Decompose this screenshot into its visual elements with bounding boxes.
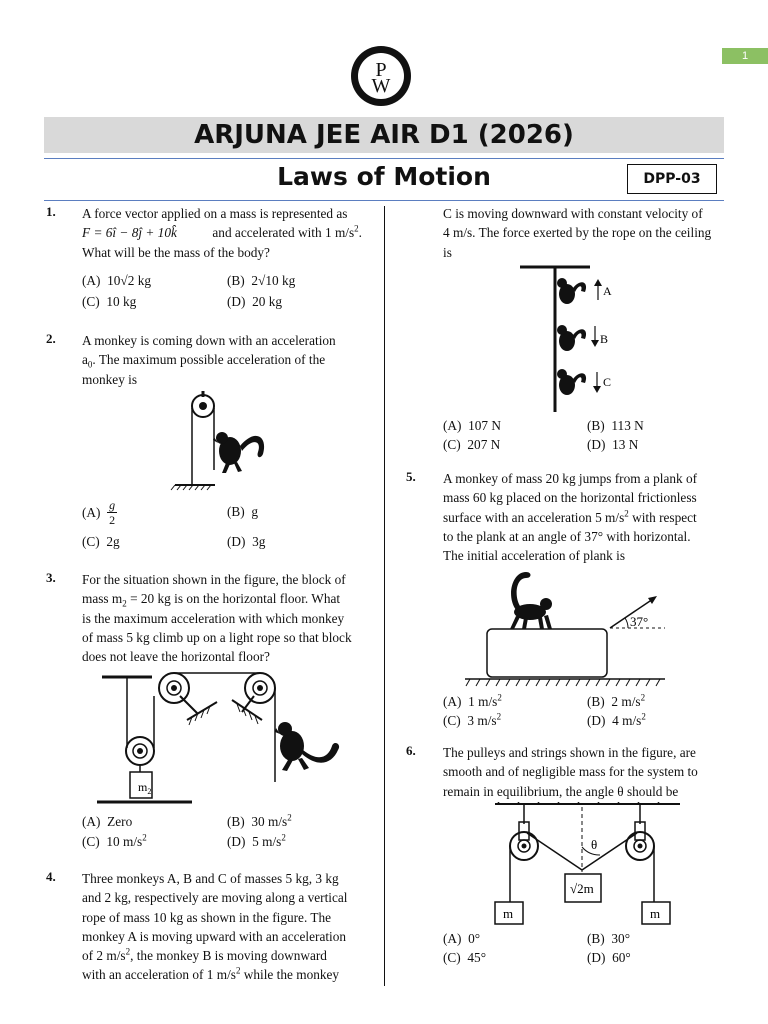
q5-line: The initial acceleration of plank is: [443, 548, 626, 564]
q6-theta-label: θ: [591, 837, 598, 852]
q4-line: and 2 kg, respectively are moving along a vertical: [82, 890, 348, 906]
q4-monkey-a-icon: [557, 278, 586, 304]
q3-option-c[interactable]: (C) 10 $m/s^2$: [82, 832, 147, 849]
q1-number: 1.: [46, 204, 56, 219]
topic-title: Laws of Motion: [277, 162, 491, 191]
q6-option-c[interactable]: (C) 45°: [443, 950, 487, 965]
q4-monkey-c-icon: [557, 369, 586, 395]
q3-line: does not leave the horizontal floor?: [82, 649, 270, 665]
q3-option-a[interactable]: (A) Zero: [82, 814, 133, 829]
q4-figure: [515, 262, 625, 414]
q6-option-a[interactable]: (A) 0°: [443, 931, 481, 946]
q6-line: The pulleys and strings shown in the figure, are: [443, 745, 696, 760]
q5-number: 5.: [406, 469, 416, 484]
header-rule-top: [44, 158, 724, 159]
q4-line: C is moving downward with constant velocity of: [443, 206, 703, 221]
q2-number: 2.: [46, 331, 56, 346]
q5-text: [443, 469, 723, 565]
q6-option-b[interactable]: (B) 30°: [587, 931, 631, 946]
q2-line: monkey is: [82, 371, 138, 387]
q3-number: 3.: [46, 570, 56, 585]
q4-number: 4.: [46, 869, 56, 884]
q5-figure: [460, 566, 670, 690]
q2-figure: [170, 388, 280, 492]
q1-option-d[interactable]: (D) 20 kg: [227, 294, 283, 309]
q3-text: [82, 570, 362, 666]
q1-line: What will be the mass of the body?: [82, 244, 270, 260]
q1-option-c[interactable]: (C) 10 kg: [82, 294, 137, 309]
q6-mass-center: √2m: [570, 881, 594, 896]
q3-line: of mass 5 kg climb up on a light rope so that block: [82, 629, 352, 645]
q6-line: remain in equilibrium, the angle θ should be: [443, 783, 679, 799]
q2-option-c[interactable]: (C) 2g: [82, 534, 120, 549]
q4-monkey-b-icon: [557, 325, 586, 351]
q4-line: is: [443, 244, 452, 260]
page-number: 1: [722, 48, 768, 64]
q5-option-d[interactable]: (D) 4 $m/s^2$: [587, 711, 646, 728]
q2-text: [82, 331, 362, 389]
q6-figure: [485, 802, 685, 926]
q5-line: A monkey of mass 20 kg jumps from a plank of: [443, 471, 698, 486]
q3-figure: [92, 672, 352, 812]
q1-line: A force vector applied on a mass is represented as: [82, 206, 348, 221]
q1-option-b[interactable]: (B) 2√10 kg: [227, 273, 296, 288]
q6-number: 6.: [406, 743, 416, 758]
q1-line: F = 6î − 8ĵ + 10k̂ and accelerated with 1 $m/s^2$.: [82, 223, 362, 242]
q4-label-b: B: [600, 332, 609, 346]
q4-line: Three monkeys A, B and C of masses 5 kg, 3 kg: [82, 871, 339, 886]
document-title: ARJUNA JEE AIR D1 (2026): [44, 117, 724, 153]
q5-option-a[interactable]: (A) 1 $m/s^2$: [443, 692, 502, 709]
logo-letter-p: P: [375, 59, 387, 81]
q6-option-d[interactable]: (D) 60°: [587, 950, 631, 965]
q3-monkey-icon: [275, 722, 339, 771]
q5-line: mass 60 kg placed on the horizontal frictionless: [443, 490, 697, 506]
header-rule-bottom: [44, 200, 724, 201]
q4-option-a[interactable]: (A) 107 N: [443, 418, 501, 433]
q4-option-c[interactable]: (C) 207 N: [443, 437, 501, 452]
q5-option-b[interactable]: (B) 2 $m/s^2$: [587, 692, 646, 709]
q5-line: surface with an acceleration 5 $m/s^2$ with respect: [443, 508, 697, 525]
q5-monkey-icon: [510, 572, 552, 629]
q1-force-vector: F = 6î − 8ĵ + 10k̂: [82, 225, 177, 241]
q4-label-c: C: [603, 375, 612, 389]
q4-text: [82, 869, 362, 985]
q4-line: rope of mass 10 kg as shown in the figure. The: [82, 909, 332, 925]
q3-option-d[interactable]: (D) 5 $m/s^2$: [227, 832, 286, 849]
q3-option-b[interactable]: (B) 30 $m/s^2$: [227, 812, 292, 829]
q5-angle-label: 37°: [630, 614, 649, 629]
q6-mass-right: m: [650, 906, 661, 921]
pw-logo: [350, 45, 412, 107]
q2-option-a[interactable]: (A) g 2: [82, 498, 116, 527]
q5-plank: [487, 629, 607, 677]
q4-label-a: A: [603, 284, 612, 298]
q3-block-label: $m_2$: [138, 780, 152, 796]
q3-line: is the maximum acceleration with which monkey: [82, 610, 345, 626]
dpp-code-box: DPP-03: [627, 164, 717, 194]
logo-letter-w: W: [371, 75, 391, 97]
q4-option-b[interactable]: (B) 113 N: [587, 418, 644, 433]
q2-monkey-icon: [213, 432, 264, 473]
q1-option-a[interactable]: (A) 10√2 kg: [82, 273, 151, 288]
q5-option-c[interactable]: (C) 3 $m/s^2$: [443, 711, 502, 728]
q4-option-d[interactable]: (D) 13 N: [587, 437, 639, 452]
q4-continued-text: [443, 204, 723, 262]
q6-line: smooth and of negligible mass for the system to: [443, 764, 698, 780]
q2-line: A monkey is coming down with an acceleration: [82, 333, 336, 348]
q2-option-b[interactable]: (B) g: [227, 504, 259, 519]
q2-line: $a_0$. The maximum possible acceleration of the: [82, 352, 326, 370]
q3-line: mass $m_2 = 20$ kg is on the horizontal floor. What: [82, 591, 341, 609]
q4-line: monkey A is moving upward with an acceleration: [82, 928, 347, 944]
q4-line: 4 m/s. The force exerted by the rope on the ceiling: [443, 225, 712, 241]
q6-mass-left: m: [503, 906, 514, 921]
q1-text: [82, 204, 362, 262]
q2-option-d[interactable]: (D) 3g: [227, 534, 266, 549]
q6-text: [443, 743, 723, 801]
q5-line: to the plank at an angle of 37° with horizontal.: [443, 528, 691, 544]
q4-line: with an acceleration of 1 $m/s^2$ while the monkey: [82, 966, 340, 983]
q1-line: and accelerated with 1 m/s: [212, 225, 355, 241]
q4-line: of 2 $m/s^2$, the monkey B is moving downward: [82, 946, 327, 964]
column-divider: [384, 206, 385, 986]
q3-line: For the situation shown in the figure, the block of: [82, 572, 346, 587]
